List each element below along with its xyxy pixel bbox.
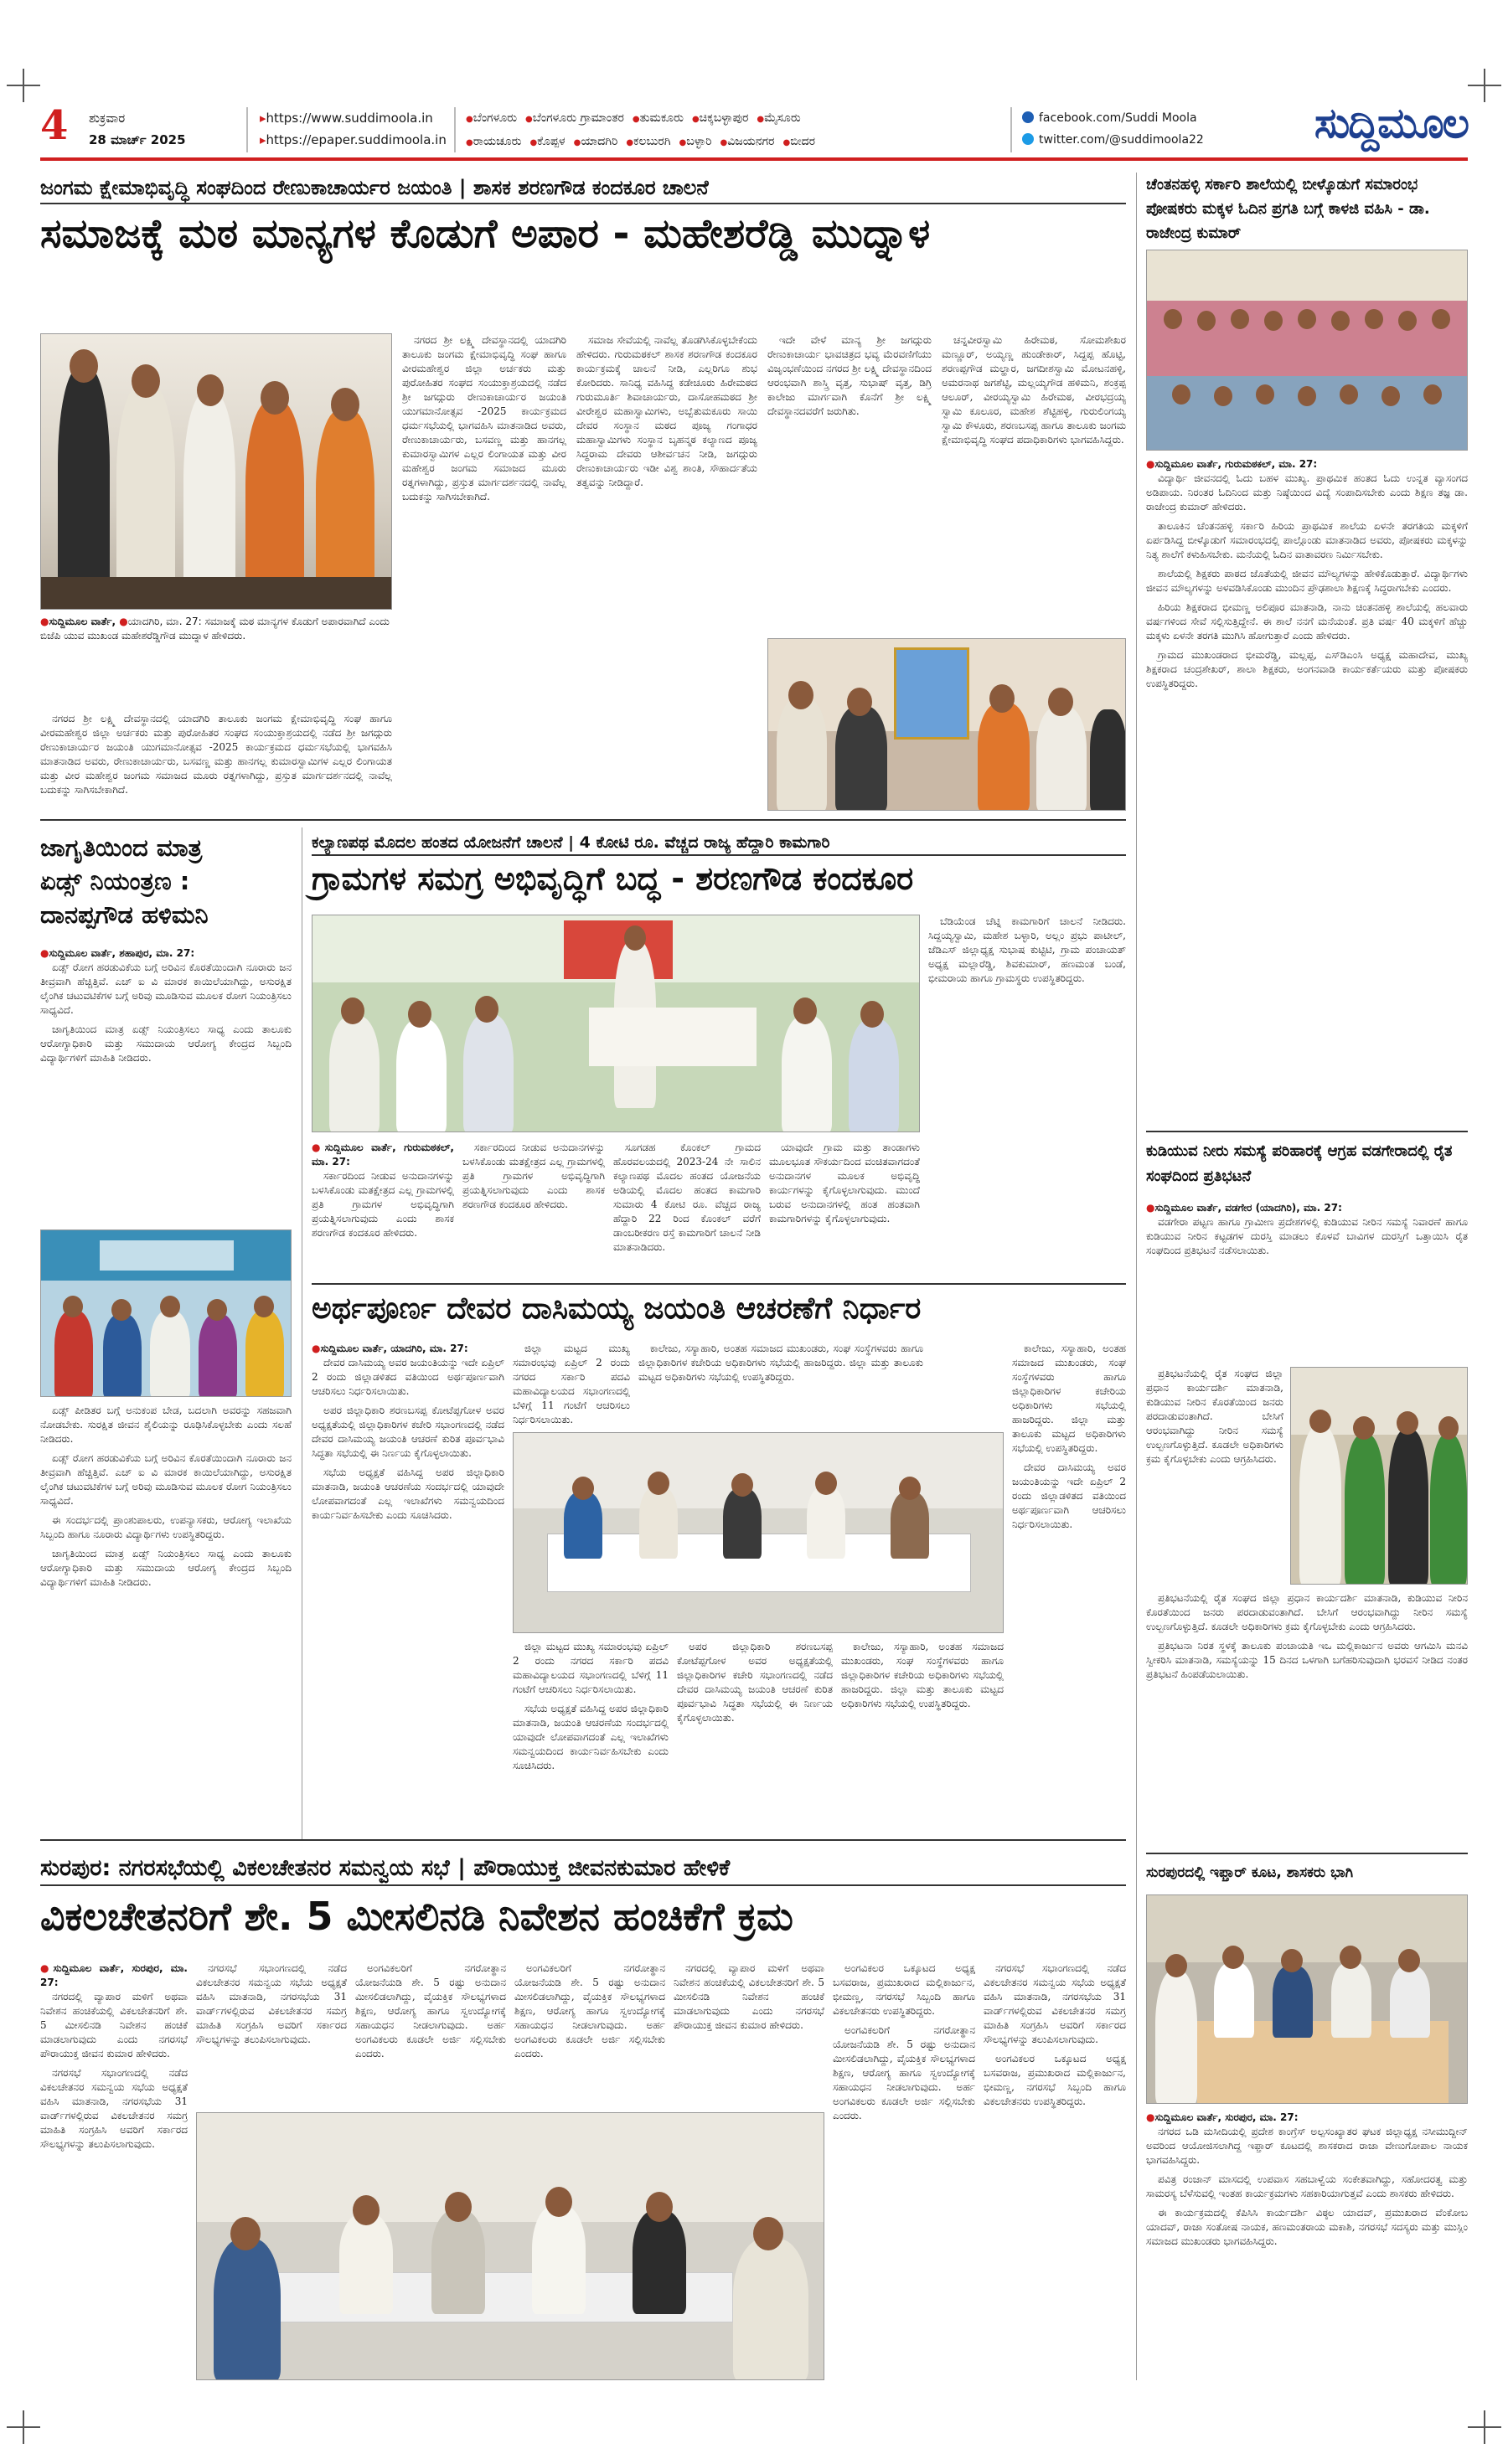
rule	[1146, 1853, 1468, 1854]
story1-caption-source: ● ಸುದ್ದಿಮೂಲ ವಾರ್ತೆ,	[40, 616, 116, 627]
crop-mark-bottom-left	[7, 2410, 40, 2444]
story4-body-col1: ● ಸುದ್ದಿಮೂಲ ವಾರ್ತೆ, ಯಾದಗಿರಿ, ಮಾ. 27: ದೇವರ ದಾಸಿಮಯ್ಯ ಅವರ ಜಯಂತಿಯನ್ನು ಇದೇ ಏಪ್ರಿಲ್ 2 ರಂದು ಜಿಲ್ಲಾಡಳಿತದ ವತಿಯಿಂದ ಅರ್ಥಪೂರ್ಣವಾಗಿ ಆಚರಿಸಲು ನಿರ್ಧರಿಸಲಾಯಿತು. ಅಪರ ಜಿಲ್ಲಾಧಿಕಾರಿ ಶರಣಬಸಪ್ಪ ಕೋಟೆಪ್ಪಗೋಳ ಅವರ ಅಧ್ಯಕ್ಷತೆಯಲ್ಲಿ ಜಿಲ್ಲಾಧಿಕಾರಿಗಳ ಕಚೇರಿ ಸಭಾಂಗಣದಲ್ಲಿ ನಡೆದ ದೇವರ ದಾಸಿಮಯ್ಯ ಜಯಂತಿ ಆಚರಣೆ ಕುರಿತ ಪೂರ್ವಭಾವಿ ಸಿದ್ಧತಾ ಸಭೆಯಲ್ಲಿ ಈ ನಿರ್ಣಯ ಕೈಗೊಳ್ಳಲಾಯಿತು. ಸಭೆಯ ಅಧ್ಯಕ್ಷತೆ ವಹಿಸಿದ್ದ ಅಪರ ಜಿಲ್ಲಾಧಿಕಾರಿ ಮಾತನಾಡಿ, ಜಯಂತಿ ಆಚರಣೆಯ ಸಂದರ್ಭದಲ್ಲಿ ಯಾವುದೇ ಲೋಪವಾಗದಂತೆ ಎಲ್ಲ ಇಲಾಖೆಗಳು ಸಮನ್ವಯದಿಂದ ಕಾರ್ಯನಿರ್ವಹಿಸಬೇಕು ಎಂದು ಸೂಚಿಸಿದರು.	[312, 1342, 504, 1827]
issue-date	[89, 107, 186, 151]
right3-body: ● ಸುದ್ದಿಮೂಲ ವಾರ್ತೆ, ಸುರಪುರ, ಮಾ. 27: ನಗರದ ಒಡಿ ಮಸೀದಿಯಲ್ಲಿ ಪ್ರದೇಶ ಕಾಂಗ್ರೆಸ್ ಅಲ್ಪಸಂಖ್ಯಾತರ ಘಟಕ ಜಿಲ್ಲಾಧ್ಯಕ್ಷ ನಸೀಮುದ್ದೀನ್ ಅವರಿಂದ ಆಯೋಜಿಸಲಾಗಿದ್ದ ಇಫ್ತಾರ್ ಕೂಟದಲ್ಲಿ ಶಾಸಕರಾದ ರಾಜಾ ವೇಣುಗೋಪಾಲ ನಾಯಕ ಭಾಗವಹಿಸಿದ್ದರು. ಪವಿತ್ರ ರಂಜಾನ್ ಮಾಸದಲ್ಲಿ ಉಪವಾಸ ಸಹಬಾಳ್ವೆಯ ಸಂಕೇತವಾಗಿದ್ದು, ಸಹೋದರತ್ವ ಮತ್ತು ಸಾಮರಸ್ಯ ಬೆಳೆಸುವಲ್ಲಿ ಇಂತಹ ಕಾರ್ಯಕ್ರಮಗಳು ಸಹಕಾರಿಯಾಗುತ್ತವೆ ಎಂದು ಶಾಸಕರು ಹೇಳಿದರು. ಈ ಕಾರ್ಯಕ್ರಮದಲ್ಲಿ ಕೆಪಿಸಿಸಿ ಕಾರ್ಯದರ್ಶಿ ವಿಠ್ಠಲ ಯಾದವ್, ಪ್ರಮುಖರಾದ ವೆಂಕೋಬ ಯಾದವ್, ರಾಜಾ ಸಂತೋಷ ನಾಯಕ, ಹಣಮಂತರಾಯ ಮಕಾಶಿ, ನಗರಸಭೆ ಸದಸ್ಯರು ಮತ್ತು ಮುಸ್ಲಿಂ ಸಮಾಜದ ಮುಖಂಡರು ಭಾಗವಹಿಸಿದ್ದರು.	[1146, 2111, 1468, 2380]
masthead-divider	[454, 107, 456, 152]
rule	[40, 1839, 1126, 1841]
city-item: ● ಕಲಬುರಗಿ	[626, 135, 670, 148]
site-links	[260, 107, 447, 151]
city-item: ● ಬೆಂಗಳೂರು	[466, 111, 517, 125]
story1-kicker: ಜಂಗಮ ಕ್ಷೇಮಾಭಿವೃದ್ಧಿ ಸಂಘದಿಂದ ರೇಣುಕಾಚಾರ್ಯರ ಜಯಂತಿ | ಶಾಸಕ ಶರಣಗೌಡ ಕಂದಕೂರ ಚಾಲನೆ	[40, 173, 1126, 204]
social-links	[1022, 107, 1204, 151]
right3-headline: ಸುರಪುರದಲ್ಲಿ ಇಫ್ತಾರ್ ಕೂಟ, ಶಾಸಕರು ಭಾಗಿ	[1146, 1864, 1354, 1881]
story3-body-col1: ● ಸುದ್ದಿಮೂಲ ವಾರ್ತೆ, ಗುರುಮಠಕಲ್, ಮಾ. 27: ಸರ್ಕಾರದಿಂದ ನೀಡುವ ಅನುದಾನಗಳನ್ನು ಬಳಸಿಕೊಂಡು ಮತಕ್ಷೇತ್ರದ ಎಲ್ಲ ಗ್ರಾಮಗಳಲ್ಲಿ ಪ್ರತಿ ಗ್ರಾಮಗಳ ಅಭಿವೃದ್ಧಿಗಾಗಿ ಪ್ರಯತ್ನಿಸಲಾಗುವುದು ಎಂದು ಶಾಸಕ ಶರಣಗೌಡ ಕಂದಕೂರ ಹೇಳಿದರು.	[312, 1141, 454, 1275]
story5-body-col6: ಅಂಗವಿಕಲರ ಒಕ್ಕೂಟದ ಅಧ್ಯಕ್ಷ ಬಸವರಾಜ, ಪ್ರಮುಖರಾದ ಮಲ್ಲಿಕಾರ್ಜುನ, ಭೀಮಣ್ಣ, ನಗರಸಭೆ ಸಿಬ್ಬಂದಿ ಹಾಗೂ ವಿಕಲಚೇತನರು ಉಪಸ್ಥಿತರಿದ್ದರು. ಅಂಗವಿಕಲರಿಗೆ ನಗರೋತ್ಥಾನ ಯೋಜನೆಯಡಿ ಶೇ. 5 ರಷ್ಟು ಅನುದಾನ ಮೀಸಲಿಡಲಾಗಿದ್ದು, ವೈಯಕ್ತಿಕ ಸೌಲಭ್ಯಗಳಾದ ಶಿಕ್ಷಣ, ಆರೋಗ್ಯ ಹಾಗೂ ಸ್ವಉದ್ಯೋಗಕ್ಕೆ ಸಹಾಯಧನ ನೀಡಲಾಗುವುದು. ಅರ್ಹ ಅಂಗವಿಕಲರು ಕೂಡಲೇ ಅರ್ಜಿ ಸಲ್ಲಿಸಬೇಕು ಎಂದರು.	[833, 1962, 975, 2121]
city-row-2	[466, 131, 1002, 154]
story5-body-col5: ನಗರದಲ್ಲಿ ವ್ಯಾಪಾರ ಮಳಿಗೆ ಅಥವಾ ನಿವೇಶನ ಹಂಚಿಕೆಯಲ್ಲಿ ವಿಕಲಚೇತನರಿಗೆ ಶೇ. 5 ಮೀಸಲಿನಡಿ ನಿವೇಶನ ಹಂಚಿಕೆ ಮಾಡಲಾಗುವುದು ಎಂದು ನಗರಸಭೆ ಪೌರಾಯುಕ್ತ ಜೀವನ ಕುಮಾರ ಹೇಳಿದರು.	[674, 1962, 824, 2031]
masthead-divider	[1010, 107, 1012, 152]
rule	[1146, 1131, 1468, 1132]
story2-photo	[40, 1229, 292, 1397]
city-item: ● ಕೊಪ್ಪಳ	[529, 135, 565, 148]
twitter-link[interactable]: twitter.com/@suddimoola22	[1022, 129, 1204, 151]
story4-body-col5: ಅಪರ ಜಿಲ್ಲಾಧಿಕಾರಿ ಶರಣಬಸಪ್ಪ ಕೋಟೆಪ್ಪಗೋಳ ಅವರ ಅಧ್ಯಕ್ಷತೆಯಲ್ಲಿ ಜಿಲ್ಲಾಧಿಕಾರಿಗಳ ಕಚೇರಿ ಸಭಾಂಗಣದಲ್ಲಿ ನಡೆದ ದೇವರ ದಾಸಿಮಯ್ಯ ಜಯಂತಿ ಆಚರಣೆ ಕುರಿತ ಪೂರ್ವಭಾವಿ ಸಿದ್ಧತಾ ಸಭೆಯಲ್ಲಿ ಈ ನಿರ್ಣಯ ಕೈಗೊಳ್ಳಲಾಯಿತು.	[677, 1641, 833, 1724]
city-item: ● ಬಳ್ಳಾರಿ	[679, 135, 712, 148]
story5-kicker: ಸುರಪುರ: ನಗರಸಭೆಯಲ್ಲಿ ವಿಕಲಚೇತನರ ಸಮನ್ವಯ ಸಭೆ | ಪೌರಾಯುಕ್ತ ಜೀವನಕುಮಾರ ಹೇಳಿಕೆ	[40, 1853, 1126, 1886]
city-item: ● ವಿಜಯನಗರ	[720, 135, 775, 148]
story4-body-col2: ಜಿಲ್ಲಾ ಮಟ್ಟದ ಮುಖ್ಯ ಸಮಾರಂಭವು ಏಪ್ರಿಲ್ 2 ರಂದು ನಗರದ ಸರ್ಕಾರಿ ಪದವಿ ಮಹಾವಿದ್ಯಾಲಯದ ಸಭಾಂಗಣದಲ್ಲಿ ಬೆಳಿಗ್ಗೆ 11 ಗಂಟೆಗೆ ಆಚರಿಸಲು ನಿರ್ಧರಿಸಲಾಯಿತು.	[513, 1343, 630, 1425]
right1-headline: ಚೆಂತನಹಳ್ಳಿ ಸರ್ಕಾರಿ ಶಾಲೆಯಲ್ಲಿ ಬೀಳ್ಕೊಡುಗೆ ಸಮಾರಂಭ ಪೋಷಕರು ಮಕ್ಕಳ ಓದಿನ ಪ್ರಗತಿ ಬಗ್ಗೆ ಕಾಳಜಿ ವಹಿಸಿ - ಡಾ. ರಾಜೇಂದ್ರ ಕುಮಾರ್	[1146, 176, 1430, 242]
story4-body-col4: ಜಿಲ್ಲಾ ಮಟ್ಟದ ಮುಖ್ಯ ಸಮಾರಂಭವು ಏಪ್ರಿಲ್ 2 ರಂದು ನಗರದ ಸರ್ಕಾರಿ ಪದವಿ ಮಹಾವಿದ್ಯಾಲಯದ ಸಭಾಂಗಣದಲ್ಲಿ ಬೆಳಿಗ್ಗೆ 11 ಗಂಟೆಗೆ ಆಚರಿಸಲು ನಿರ್ಧರಿಸಲಾಯಿತು. ಸಭೆಯ ಅಧ್ಯಕ್ಷತೆ ವಹಿಸಿದ್ದ ಅಪರ ಜಿಲ್ಲಾಧಿಕಾರಿ ಮಾತನಾಡಿ, ಜಯಂತಿ ಆಚರಣೆಯ ಸಂದರ್ಭದಲ್ಲಿ ಯಾವುದೇ ಲೋಪವಾಗದಂತೆ ಎಲ್ಲ ಇಲಾಖೆಗಳು ಸಮನ್ವಯದಿಂದ ಕಾರ್ಯನಿರ್ವಹಿಸಬೇಕು ಎಂದು ಸೂಚಿಸಿದರು.	[513, 1641, 669, 1771]
rule	[312, 1283, 1126, 1285]
city-item: ● ಚಿಕ್ಕಬಳ್ಳಾಪುರ	[692, 111, 748, 125]
newspaper-logo: ಸುದ್ದಿಮೂಲ	[1314, 99, 1468, 147]
story1-body-col4: ಇದೇ ವೇಳೆ ಮಾನ್ಯ ಶ್ರೀ ಜಗದ್ಗುರು ರೇಣುಕಾಚಾರ್ಯ ಭಾವಚಿತ್ರದ ಭವ್ಯ ಮೆರವಣಿಗೆಯು ವಿಜೃಂಭಣೆಯಿಂದ ನಗರದ ಶ್ರೀ ಲಕ್ಷ್ಮಿ ದೇವಸ್ಥಾನದಿಂದ ಆರಂಭವಾಗಿ ಶಾಸ್ತ್ರಿ ವೃತ್ತ, ಸುಭಾಷ್ ವೃತ್ತ, ಡಿಗ್ರಿ ಕಾಲೇಜು ಮಾರ್ಗವಾಗಿ ಕೊನೆಗೆ ಶ್ರೀ ಲಕ್ಷ್ಮಿ ದೇವಸ್ಥಾನದವರೆಗೆ ಜರುಗಿತು.	[767, 334, 932, 417]
city-item: ● ಯಾದಗಿರಿ	[574, 135, 618, 148]
story4-body-col6: ಕಾಲೇಜು, ಸಸ್ಯಾಹಾರಿ, ಅಂತಹ ಸಮಾಜದ ಮುಖಂಡರು, ಸಂಘ ಸಂಸ್ಥೆಗಳವರು ಹಾಗೂ ಜಿಲ್ಲಾಧಿಕಾರಿಗಳ ಕಚೇರಿಯ ಅಧಿಕಾರಿಗಳು ಸಭೆಯಲ್ಲಿ ಹಾಜರಿದ್ದರು. ಜಿಲ್ಲಾ ಮತ್ತು ತಾಲೂಕು ಮಟ್ಟದ ಅಧಿಕಾರಿಗಳು ಸಭೆಯಲ್ಲಿ ಉಪಸ್ಥಿತರಿದ್ದರು.	[841, 1641, 1004, 1709]
story1-body-col5: ಚನ್ನವೀರಸ್ವಾಮಿ ಹಿರೇಮಠ, ಸೋಮಶೇಖರ ಮಣ್ಣೂರ್, ಅಯ್ಯಣ್ಣ ಹುಂಡೇಕಾರ್, ಸಿದ್ದಪ್ಪ ಹೊಟ್ಟಿ, ಶರಣಪ್ಪಗೌಡ ಮಲ್ಹಾರ, ಜಗದೀಶಸ್ವಾಮಿ ಮೋಟನಹಳ್ಳಿ, ಅಮರನಾಥ ಜಗಶೆಟ್ಟಿ, ಮಲ್ಲಯ್ಯಗೌಡ ಹಳಿಮನಿ, ಶಂಕ್ರಪ್ಪ ಆಲೂರ್, ವೀರಯ್ಯಸ್ವಾಮಿ ಹಿರೇಮಠ, ವೀರಭದ್ರಯ್ಯ ಸ್ವಾಮಿ ಕೂಲೂರ, ಮಹೇಶ ಶೆಟ್ಟಿಹಳ್ಳಿ, ಗುರುಲಿಂಗಯ್ಯ ಸ್ವಾಮಿ ಕೌಳೂರು, ಶರಣಬಸಪ್ಪ ಹಾಗೂ ತಾಲೂಕು ಜಂಗಮ ಕ್ಷೇಮಾಭಿವೃದ್ಧಿ ಸಂಘದ ಪದಾಧಿಕಾರಿಗಳು ಭಾಗವಹಿಸಿದ್ದರು.	[942, 334, 1126, 446]
right2-body-left: ಪ್ರತಿಭಟನೆಯಲ್ಲಿ ರೈತ ಸಂಘದ ಜಿಲ್ಲಾ ಪ್ರಧಾನ ಕಾರ್ಯದರ್ಶಿ ಮಾತನಾಡಿ, ಕುಡಿಯುವ ನೀರಿನ ಕೊರತೆಯಿಂದ ಜನರು ಪರದಾಡುವಂತಾಗಿದೆ. ಬೇಸಿಗೆ ಆರಂಭವಾಗಿದ್ದು ನೀರಿನ ಸಮಸ್ಯೆ ಉಲ್ಬಣಗೊಳ್ಳುತ್ತಿದೆ. ಕೂಡಲೇ ಅಧಿಕಾರಿಗಳು ಕ್ರಮ ಕೈಗೊಳ್ಳಬೇಕು ಎಂದು ಆಗ್ರಹಿಸಿದರು.	[1146, 1368, 1283, 1465]
story5-body-col3: ಅಂಗವಿಕಲರಿಗೆ ನಗರೋತ್ಥಾನ ಯೋಜನೆಯಡಿ ಶೇ. 5 ರಷ್ಟು ಅನುದಾನ ಮೀಸಲಿಡಲಾಗಿದ್ದು, ವೈಯಕ್ತಿಕ ಸೌಲಭ್ಯಗಳಾದ ಶಿಕ್ಷಣ, ಆರೋಗ್ಯ ಹಾಗೂ ಸ್ವಉದ್ಯೋಗಕ್ಕೆ ಸಹಾಯಧನ ನೀಡಲಾಗುವುದು. ಅರ್ಹ ಅಂಗವಿಕಲರು ಕೂಡಲೇ ಅರ್ಜಿ ಸಲ್ಲಿಸಬೇಕು ಎಂದರು.	[355, 1962, 506, 2059]
newspaper-page	[40, 99, 1468, 2380]
website-link[interactable]: ▸ https://www.suddimoola.in	[260, 107, 447, 129]
story3-body-col4: ಯಾವುದೇ ಗ್ರಾಮ ಮತ್ತು ತಾಂಡಾಗಳು ಮೂಲಭೂತ ಸೌಕರ್ಯದಿಂದ ವಂಚಿತವಾಗದಂತೆ ಅನುದಾನಗಳ ಮೂಲಕ ಅಭಿವೃದ್ಧಿ ಕಾರ್ಯಗಳನ್ನು ಕೈಗೊಳ್ಳಲಾಗುವುದು. ಮುಂದೆ ಬರುವ ಅನುದಾನಗಳಲ್ಲಿ ಹಂತ ಹಂತವಾಗಿ ಕಾಮಗಾರಿಗಳನ್ನು ಕೈಗೊಳ್ಳಲಾಗುವುದು.	[769, 1142, 920, 1224]
story3-body-col3: ಸೂಗಡಹ ಕೊಂಕಲ್ ಗ್ರಾಮದ ಹೊರವಲಯದಲ್ಲಿ 2023-24 ನೇ ಸಾಲಿನ ಕಲ್ಯಾಣಪಥ ಮೊದಲ ಹಂತದ ಯೋಜನೆಯ ಅಡಿಯಲ್ಲಿ ಮೊದಲ ಹಂತದ ಕಾಮಗಾರಿ ಸುಮಾರು 4 ಕೋಟಿ ರೂ. ವೆಚ್ಚದ ರಾಜ್ಯ ಹೆದ್ದಾರಿ 22 ರಿಂದ ಕೊಂಕಲ್ ವರೆಗೆ ಡಾಂಬರೀಕರಣ ರಸ್ತೆ ಕಾಮಗಾರಿಗೆ ಚಾಲನೆ ನೀಡಿ ಮಾತನಾಡಿದರು.	[613, 1142, 761, 1253]
story1-caption	[40, 615, 392, 707]
right3-photo	[1146, 1894, 1468, 2104]
story1-photo	[40, 333, 392, 610]
right2-body-top: ● ಸುದ್ದಿಮೂಲ ವಾರ್ತೆ, ವಡಗೇರ (ಯಾದಗಿರಿ), ಮಾ. 27: ವಡಗೇರಾ ಪಟ್ಟಣ ಹಾಗೂ ಗ್ರಾಮೀಣ ಪ್ರದೇಶಗಳಲ್ಲಿ ಕುಡಿಯುವ ನೀರಿನ ಸಮಸ್ಯೆ ನಿವಾರಣೆ ಹಾಗೂ ಕುಡಿಯುವ ನೀರಿನ ಕಟ್ಟಡಗಳ ದುರಸ್ತಿ ಮಾಡಲು ಕೊಳವೆ ಬಾವಿಗಳ ದುರಸ್ತಿಗೆ ಒತ್ತಾಯಿಸಿ ರೈತ ಸಂಘದಿಂದ ಪ್ರತಿಭಟನೆ ನಡೆಸಲಾಯಿತು.	[1146, 1201, 1468, 1360]
crop-mark-bottom-right	[1468, 2410, 1501, 2444]
column-rule	[1136, 173, 1137, 2380]
story5-body-col4: ಅಂಗವಿಕಲರಿಗೆ ನಗರೋತ್ಥಾನ ಯೋಜನೆಯಡಿ ಶೇ. 5 ರಷ್ಟು ಅನುದಾನ ಮೀಸಲಿಡಲಾಗಿದ್ದು, ವೈಯಕ್ತಿಕ ಸೌಲಭ್ಯಗಳಾದ ಶಿಕ್ಷಣ, ಆರೋಗ್ಯ ಹಾಗೂ ಸ್ವಉದ್ಯೋಗಕ್ಕೆ ಸಹಾಯಧನ ನೀಡಲಾಗುವುದು. ಅರ್ಹ ಅಂಗವಿಕಲರು ಕೂಡಲೇ ಅರ್ಜಿ ಸಲ್ಲಿಸಬೇಕು ಎಂದರು.	[514, 1962, 665, 2059]
facebook-icon	[1022, 111, 1034, 123]
story4-headline: ಅರ್ಥಪೂರ್ಣ ದೇವರ ದಾಸಿಮಯ್ಯ ಜಯಂತಿ ಆಚರಣೆಗೆ ನಿರ್ಧಾರ	[312, 1291, 922, 1326]
masthead	[40, 99, 1468, 161]
story1-body-col3: ಸಮಾಜ ಸೇವೆಯಲ್ಲಿ ನಾವೆಲ್ಲ ತೊಡಗಿಸಿಕೊಳ್ಳಬೇಕೆಂದು ಹೇಳಿದರು. ಗುರುಮಠಕಲ್ ಶಾಸಕ ಶರಣಗೌಡ ಕಂದಕೂರ ಕಾರ್ಯಕ್ರಮಕ್ಕೆ ಚಾಲನೆ ನೀಡಿ, ಎಲ್ಲರಿಗೂ ಶುಭ ಕೋರಿದರು. ಸಾನಿಧ್ಯ ವಹಿಸಿದ್ದ ಕಡೇಚೂರು ಹಿರೇಮಠದ ಗುರುಮೂರ್ತಿ ಶಿವಾಚಾರ್ಯರು, ದಾಸೋಹಮಠದ ಶ್ರೀ ವೀರೇಶ್ವರ ಮಹಾಸ್ವಾಮಿಗಳು, ಅಬ್ಬೆತುಮಕೂರು ಸಾಯಿ ದೇವರ ಸಂಸ್ಥಾನ ಮಠದ ಪೂಜ್ಯ ಗಂಗಾಧರ ಮಹಾಸ್ವಾಮಿಗಳು ಸಂಸ್ಥಾನ ಬೃಹನ್ಮಠ ಕಲ್ಯಾಣದ ಪೂಜ್ಯ ಸಿದ್ಧರಾಮ ದೇವರು ಆಶೀರ್ವಚನ ನೀಡಿ, ಜಗದ್ಗುರು ರೇಣುಕಾಚಾರ್ಯರು ಇಡೀ ವಿಶ್ವ ಶಾಂತಿ, ಸೌಹಾರ್ದತೆಯ ತತ್ವವನ್ನು ನೀಡಿದ್ದಾರೆ.	[576, 334, 757, 488]
story1-body-col1a: ನಗರದ ಶ್ರೀ ಲಕ್ಷ್ಮಿ ದೇವಸ್ಥಾನದಲ್ಲಿ ಯಾದಗಿರಿ ತಾಲೂಕು ಜಂಗಮ ಕ್ಷೇಮಾಭಿವೃದ್ಧಿ ಸಂಘ ಹಾಗೂ ವೀರಮಹೇಶ್ವರ ಜಿಲ್ಲಾ ಅರ್ಚಕರು ಮತ್ತು ಪುರೋಹಿತರ ಸಂಘದ ಸಂಯುಕ್ತಾಶ್ರಯದಲ್ಲಿ ನಡೆದ ಶ್ರೀ ಜಗದ್ಗುರು ರೇಣುಕಾಚಾರ್ಯರ ಜಯಂತಿ ಯುಗಮಾನೋತ್ಸವ -2025 ಕಾರ್ಯಕ್ರಮದ ಧರ್ಮಸಭೆಯಲ್ಲಿ ಭಾಗವಹಿಸಿ ಮಾತನಾಡಿದ ಅವರು, ರೇಣುಕಾಚಾರ್ಯರು, ಬಸವಣ್ಣ ಮತ್ತು ಹಾನಗಲ್ಲ ಕುಮಾರಸ್ವಾಮಿಗಳ ಎಲ್ಲರ ಲಿಂಗಾಯತ ಮತ್ತು ವೀರ ಮಹೇಶ್ವರ ಜಂಗಮ ಸಮಾಜದ ಮೂರು ರತ್ನಗಳಾಗಿದ್ದು, ಪ್ರಸ್ತುತ ಮಾರ್ಗದರ್ಶನದಲ್ಲಿ ನಾವೆಲ್ಲ ಬದುಕನ್ನು ಸಾಗಿಸಬೇಕಾಗಿದೆ.	[40, 713, 392, 796]
story1-body-col2: ನಗರದ ಶ್ರೀ ಲಕ್ಷ್ಮಿ ದೇವಸ್ಥಾನದಲ್ಲಿ ಯಾದಗಿರಿ ತಾಲೂಕು ಜಂಗಮ ಕ್ಷೇಮಾಭಿವೃದ್ಧಿ ಸಂಘ ಹಾಗೂ ವೀರಮಹೇಶ್ವರ ಜಿಲ್ಲಾ ಅರ್ಚಕರು ಮತ್ತು ಪುರೋಹಿತರ ಸಂಘದ ಸಂಯುಕ್ತಾಶ್ರಯದಲ್ಲಿ ನಡೆದ ಶ್ರೀ ಜಗದ್ಗುರು ರೇಣುಕಾಚಾರ್ಯರ ಜಯಂತಿ ಯುಗಮಾನೋತ್ಸವ -2025 ಕಾರ್ಯಕ್ರಮದ ಧರ್ಮಸಭೆಯಲ್ಲಿ ಭಾಗವಹಿಸಿ ಮಾತನಾಡಿದ ಅವರು, ರೇಣುಕಾಚಾರ್ಯರು, ಬಸವಣ್ಣ ಮತ್ತು ಹಾನಗಲ್ಲ ಕುಮಾರಸ್ವಾಮಿಗಳ ಎಲ್ಲರ ಲಿಂಗಾಯತ ಮತ್ತು ವೀರ ಮಹೇಶ್ವರ ಜಂಗಮ ಸಮಾಜದ ಮೂರು ರತ್ನಗಳಾಗಿದ್ದು, ಪ್ರಸ್ತುತ ಮಾರ್ಗದರ್ಶನದಲ್ಲಿ ನಾವೆಲ್ಲ ಬದುಕನ್ನು ಸಾಗಿಸಬೇಕಾಗಿದೆ.	[402, 334, 566, 503]
story4-photo	[513, 1432, 1004, 1633]
right2-headline: ಕುಡಿಯುವ ನೀರು ಸಮಸ್ಯೆ ಪರಿಹಾರಕ್ಕೆ ಆಗ್ರಹ ವಡಗೇರಾದಲ್ಲಿ ರೈತ ಸಂಘದಿಂದ ಪ್ರತಿಭಟನೆ	[1146, 1142, 1453, 1185]
story5-body-col2: ನಗರಸಭೆ ಸಭಾಂಗಣದಲ್ಲಿ ನಡೆದ ವಿಕಲಚೇತನರ ಸಮನ್ವಯ ಸಭೆಯ ಅಧ್ಯಕ್ಷತೆ ವಹಿಸಿ ಮಾತನಾಡಿ, ನಗರಸಭೆಯ 31 ವಾರ್ಡ್‌ಗಳಲ್ಲಿರುವ ವಿಕಲಚೇತನರ ಸಮಗ್ರ ಮಾಹಿತಿ ಸಂಗ್ರಹಿಸಿ ಅವರಿಗೆ ಸರ್ಕಾರದ ಸೌಲಭ್ಯಗಳನ್ನು ತಲುಪಿಸಲಾಗುವುದು.	[196, 1962, 347, 2045]
story3-photo	[312, 915, 920, 1132]
right1-photo	[1146, 250, 1468, 451]
right2-photo	[1290, 1367, 1468, 1585]
story1-photo-procession	[767, 638, 1126, 811]
epaper-link[interactable]: ▸ https://epaper.suddimoola.in	[260, 129, 447, 151]
city-item: ● ಬೆಂಗಳೂರು ಗ್ರಾಮಾಂತರ	[525, 111, 624, 125]
right2-body-bottom: ಪ್ರತಿಭಟನೆಯಲ್ಲಿ ರೈತ ಸಂಘದ ಜಿಲ್ಲಾ ಪ್ರಧಾನ ಕಾರ್ಯದರ್ಶಿ ಮಾತನಾಡಿ, ಕುಡಿಯುವ ನೀರಿನ ಕೊರತೆಯಿಂದ ಜನರು ಪರದಾಡುವಂತಾಗಿದೆ. ಬೇಸಿಗೆ ಆರಂಭವಾಗಿದ್ದು ನೀರಿನ ಸಮಸ್ಯೆ ಉಲ್ಬಣಗೊಳ್ಳುತ್ತಿದೆ. ಕೂಡಲೇ ಅಧಿಕಾರಿಗಳು ಕ್ರಮ ಕೈಗೊಳ್ಳಬೇಕು ಎಂದು ಆಗ್ರಹಿಸಿದರು. ಪ್ರತಿಭಟನಾ ನಿರತ ಸ್ಥಳಕ್ಕೆ ತಾಲೂಕು ಪಂಚಾಯತಿ ಇಒ ಮಲ್ಲಿಕಾರ್ಜುನ ಅವರು ಆಗಮಿಸಿ ಮನವಿ ಸ್ವೀಕರಿಸಿ ಮಾತನಾಡಿ, ಸಮಸ್ಯೆಯನ್ನು 15 ದಿನದ ಒಳಗಾಗಿ ಬಗೆಹರಿಸುವುದಾಗಿ ಭರವಸೆ ನೀಡಿದ ನಂತರ ಪ್ರತಿಭಟನೆ ಹಿಂಪಡೆಯಲಾಯಿತು.	[1146, 1592, 1468, 1680]
city-row-1	[466, 107, 1002, 131]
city-item: ● ಮೈಸೂರು	[757, 111, 800, 125]
story3-body-right: ಬೆಡಿಯೆಂಡ ಚೆಟ್ನಿ ಕಾಮಗಾರಿಗೆ ಚಾಲನೆ ನೀಡಿದರು. ಸಿದ್ದಯ್ಯಸ್ವಾಮಿ, ಮಹೇಶ ಬಳ್ಳಾರಿ, ಅಲ್ಲಂ ಪ್ರಭು ಪಾಟೀಲ್, ಜೆಡಿಎಸ್ ಜಿಲ್ಲಾಧ್ಯಕ್ಷ ಸುಭಾಷ ಕುಟ್ಟಿಟಿ, ಗ್ರಾಮ ಪಂಚಾಯತ್ ಅಧ್ಯಕ್ಷ ಮಲ್ಲಾರೆಡ್ಡಿ, ಶಿವಕುಮಾರ್, ಹಣಮಂತ ಬಂಡೆ, ಭೀಮರಾಯ ಹಾಗೂ ಗ್ರಾಮಸ್ಥರು ಉಪಸ್ಥಿತರಿದ್ದರು.	[928, 915, 1126, 984]
right1-body: ● ಸುದ್ದಿಮೂಲ ವಾರ್ತೆ, ಗುರುಮಠಕಲ್, ಮಾ. 27: ವಿದ್ಯಾರ್ಥಿ ಜೀವನದಲ್ಲಿ ಓದು ಬಹಳ ಮುಖ್ಯ. ಪ್ರಾಥಮಿಕ ಹಂತದ ಓದು ಉನ್ನತ ವ್ಯಾಸಂಗದ ಅಡಿಪಾಯ. ನಿರಂತರ ಓದಿನಿಂದ ಮತ್ತು ನಿಷ್ಠೆಯಿಂದ ವಿದ್ಯೆ ಸಂಪಾದಿಸಬೇಕು ಎಂದು ಶಿಕ್ಷಣ ತಜ್ಞ ಡಾ. ರಾಜೇಂದ್ರ ಕುಮಾರ್ ಹೇಳಿದರು. ತಾಲೂಕಿನ ಚೆಂತನಹಳ್ಳಿ ಸರ್ಕಾರಿ ಹಿರಿಯ ಪ್ರಾಥಮಿಕ ಶಾಲೆಯ ಏಳನೇ ತರಗತಿಯ ಮಕ್ಕಳಿಗೆ ಏರ್ಪಡಿಸಿದ್ದ ಬೀಳ್ಕೊಡುಗೆ ಸಮಾರಂಭದಲ್ಲಿ ಪಾಲ್ಗೊಂಡು ಮಾತನಾಡಿದ ಅವರು, ಪೋಷಕರು ಮಕ್ಕಳನ್ನು ನಿತ್ಯ ಶಾಲೆಗೆ ಕಳುಹಿಸಬೇಕು. ಮನೆಯಲ್ಲಿ ಓದಿನ ವಾತಾವರಣ ನಿರ್ಮಿಸಬೇಕು. ಶಾಲೆಯಲ್ಲಿ ಶಿಕ್ಷಕರು ಪಾಠದ ಜೊತೆಯಲ್ಲಿ ಜೀವನ ಮೌಲ್ಯಗಳನ್ನು ಹೇಳಿಕೊಡುತ್ತಾರೆ. ವಿದ್ಯಾರ್ಥಿಗಳು ಜೀವನ ಮೌಲ್ಯಗಳನ್ನು ಅಳವಡಿಸಿಕೊಂಡು ಮುಂದಿನ ಪ್ರೌಢಶಾಲಾ ಶಿಕ್ಷಣಕ್ಕೆ ಸಿದ್ಧರಾಗಬೇಕು ಎಂದರು. ಹಿರಿಯ ಶಿಕ್ಷಕರಾದ ಭೀಮಣ್ಣ ಅಲಿಪೂರ ಮಾತನಾಡಿ, ನಾನು ಚಿಂತನಹಳ್ಳಿ ಶಾಲೆಯಲ್ಲಿ ಹಲವಾರು ವರ್ಷಗಳಿಂದ ಸೇವೆ ಸಲ್ಲಿಸುತ್ತಿದ್ದೇನೆ. ಈ ಶಾಲೆ ನನಗೆ ಮನೆಯಂತೆ. ಪ್ರತಿ ವರ್ಷ 40 ಮಕ್ಕಳಿಗೆ ಹೆಚ್ಚು ಮಕ್ಕಳು ಏಳನೇ ತರಗತಿ ಮುಗಿಸಿ ಹೋಗುತ್ತಾರೆ ಎಂದು ಹೇಳಿದರು. ಗ್ರಾಮದ ಮುಖಂಡರಾದ ಭೀಮರೆಡ್ಡಿ, ಮಲ್ಲಪ್ಪ, ಎಸ್‌ಡಿಎಂಸಿ ಅಧ್ಯಕ್ಷ ಮಹಾದೇವ, ಮುಖ್ಯ ಶಿಕ್ಷಕರಾದ ಚಂದ್ರಶೇಖರ್, ಶಾಲಾ ಶಿಕ್ಷಕರು, ಅಂಗನವಾಡಿ ಕಾರ್ಯಕರ್ತೆಯರು ಮತ್ತು ಪೋಷಕರು ಉಪಸ್ಥಿತರಿದ್ದರು.	[1146, 457, 1468, 1124]
city-item: ● ಬೀದರ	[782, 135, 815, 148]
story1-headline: ಸಮಾಜಕ್ಕೆ ಮಠ ಮಾನ್ಯಗಳ ಕೊಡುಗೆ ಅಪಾರ - ಮಹೇಶರೆಡ್ಡಿ ಮುದ್ನಾಳ	[40, 210, 931, 257]
story5-body-col7: ನಗರಸಭೆ ಸಭಾಂಗಣದಲ್ಲಿ ನಡೆದ ವಿಕಲಚೇತನರ ಸಮನ್ವಯ ಸಭೆಯ ಅಧ್ಯಕ್ಷತೆ ವಹಿಸಿ ಮಾತನಾಡಿ, ನಗರಸಭೆಯ 31 ವಾರ್ಡ್‌ಗಳಲ್ಲಿರುವ ವಿಕಲಚೇತನರ ಸಮಗ್ರ ಮಾಹಿತಿ ಸಂಗ್ರಹಿಸಿ ಅವರಿಗೆ ಸರ್ಕಾರದ ಸೌಲಭ್ಯಗಳನ್ನು ತಲುಪಿಸಲಾಗುವುದು. ಅಂಗವಿಕಲರ ಒಕ್ಕೂಟದ ಅಧ್ಯಕ್ಷ ಬಸವರಾಜ, ಪ್ರಮುಖರಾದ ಮಲ್ಲಿಕಾರ್ಜುನ, ಭೀಮಣ್ಣ, ನಗರಸಭೆ ಸಿಬ್ಬಂದಿ ಹಾಗೂ ವಿಕಲಚೇತನರು ಉಪಸ್ಥಿತರಿದ್ದರು.	[984, 1962, 1126, 2107]
story3-headline: ಗ್ರಾಮಗಳ ಸಮಗ್ರ ಅಭಿವೃದ್ಧಿಗೆ ಬದ್ಧ - ಶರಣಗೌಡ ಕಂದಕೂರ	[312, 860, 914, 897]
facebook-link[interactable]: facebook.com/Suddi Moola	[1022, 107, 1204, 129]
story5-body-col1: ● ಸುದ್ದಿಮೂಲ ವಾರ್ತೆ, ಸುರಪುರ, ಮಾ. 27: ನಗರದಲ್ಲಿ ವ್ಯಾಪಾರ ಮಳಿಗೆ ಅಥವಾ ನಿವೇಶನ ಹಂಚಿಕೆಯಲ್ಲಿ ವಿಕಲಚೇತನರಿಗೆ ಶೇ. 5 ಮೀಸಲಿನಡಿ ನಿವೇಶನ ಹಂಚಿಕೆ ಮಾಡಲಾಗುವುದು ಎಂದು ನಗರಸಭೆ ಪೌರಾಯುಕ್ತ ಜೀವನ ಕುಮಾರ ಹೇಳಿದರು. ನಗರಸಭೆ ಸಭಾಂಗಣದಲ್ಲಿ ನಡೆದ ವಿಕಲಚೇತನರ ಸಮನ್ವಯ ಸಭೆಯ ಅಧ್ಯಕ್ಷತೆ ವಹಿಸಿ ಮಾತನಾಡಿ, ನಗರಸಭೆಯ 31 ವಾರ್ಡ್‌ಗಳಲ್ಲಿರುವ ವಿಕಲಚೇತನರ ಸಮಗ್ರ ಮಾಹಿತಿ ಸಂಗ್ರಹಿಸಿ ಅವರಿಗೆ ಸರ್ಕಾರದ ಸೌಲಭ್ಯಗಳನ್ನು ತಲುಪಿಸಲಾಗುವುದು.	[40, 1961, 188, 2380]
crop-mark-top-left	[7, 69, 40, 102]
city-item: ● ರಾಯಚೂರು	[466, 135, 521, 148]
story1-caption-text: ● ಯಾದಗಿರಿ, ಮಾ. 27: ಸಮಾಜಕ್ಕೆ ಮಠ ಮಾನ್ಯಗಳ ಕೊಡುಗೆ ಅಪಾರವಾಗಿದೆ ಎಂದು ಬಿಜೆಪಿ ಯುವ ಮುಖಂಡ ಮಹೇಶರೆಡ್ಡಿಗೌಡ ಮುದ್ನಾಳ ಹೇಳಿದರು.	[40, 616, 390, 642]
crop-mark-top-right	[1468, 69, 1501, 102]
story4-body-col7: ಕಾಲೇಜು, ಸಸ್ಯಾಹಾರಿ, ಅಂತಹ ಸಮಾಜದ ಮುಖಂಡರು, ಸಂಘ ಸಂಸ್ಥೆಗಳವರು ಹಾಗೂ ಜಿಲ್ಲಾಧಿಕಾರಿಗಳ ಕಚೇರಿಯ ಅಧಿಕಾರಿಗಳು ಸಭೆಯಲ್ಲಿ ಹಾಜರಿದ್ದರು. ಜಿಲ್ಲಾ ಮತ್ತು ತಾಲೂಕು ಮಟ್ಟದ ಅಧಿಕಾರಿಗಳು ಸಭೆಯಲ್ಲಿ ಉಪಸ್ಥಿತರಿದ್ದರು. ದೇವರ ದಾಸಿಮಯ್ಯ ಅವರ ಜಯಂತಿಯನ್ನು ಇದೇ ಏಪ್ರಿಲ್ 2 ರಂದು ಜಿಲ್ಲಾಡಳಿತದ ವತಿಯಿಂದ ಅರ್ಥಪೂರ್ಣವಾಗಿ ಆಚರಿಸಲು ನಿರ್ಧರಿಸಲಾಯಿತು.	[1012, 1343, 1126, 1530]
issue-full-date: 28 ಮಾರ್ಚ್ 2025	[89, 132, 186, 147]
story5-photo	[196, 2112, 824, 2380]
issue-day: ಶುಕ್ರವಾರ	[89, 111, 126, 126]
city-item: ● ತುಮಕೂರು	[633, 111, 684, 125]
rule	[40, 819, 1126, 821]
twitter-icon	[1022, 133, 1034, 145]
story2-headline: ಜಾಗೃತಿಯಿಂದ ಮಾತ್ರ ಏಡ್ಸ್ ನಿಯಂತ್ರಣ : ದಾನಪ್ಪಗೌಡ ಹಳಿಮನಿ	[40, 833, 209, 929]
story3-body-col2: ಸರ್ಕಾರದಿಂದ ನೀಡುವ ಅನುದಾನಗಳನ್ನು ಬಳಸಿಕೊಂಡು ಮತಕ್ಷೇತ್ರದ ಎಲ್ಲ ಗ್ರಾಮಗಳಲ್ಲಿ ಪ್ರತಿ ಗ್ರಾಮಗಳ ಅಭಿವೃದ್ಧಿಗಾಗಿ ಪ್ರಯತ್ನಿಸಲಾಗುವುದು ಎಂದು ಶಾಸಕ ಶರಣಗೌಡ ಕಂದಕೂರ ಹೇಳಿದರು.	[462, 1142, 605, 1210]
story2-body-cont: ಏಡ್ಸ್ ಪೀಡಿತರ ಬಗ್ಗೆ ಅನುಕಂಪ ಬೇಡ, ಬದಲಾಗಿ ಅವರನ್ನು ಸಹಜವಾಗಿ ನೋಡಬೇಕು. ಸುರಕ್ಷಿತ ಜೀವನ ಶೈಲಿಯನ್ನು ರೂಢಿಸಿಕೊಳ್ಳಬೇಕು ಎಂದು ಸಲಹೆ ನೀಡಿದರು. ಏಡ್ಸ್ ರೋಗ ಹರಡುವಿಕೆಯ ಬಗ್ಗೆ ಅರಿವಿನ ಕೊರತೆಯಿಂದಾಗಿ ನೂರಾರು ಜನ ತೀವ್ರವಾಗಿ ಹೆಚ್ಚಿತ್ತಿವೆ. ಎಚ್ ಐ ವಿ ಮಾರಕ ಕಾಯಿಲೆಯಾಗಿದ್ದು, ಅಸುರಕ್ಷಿತ ಲೈಂಗಿಕ ಚಟುವಟಿಕೆಗಳ ಬಗ್ಗೆ ಅರಿವು ಮೂಡಿಸುವ ಮೂಲಕ ರೋಗ ನಿಯಂತ್ರಿಸಲು ಸಾಧ್ಯವಿದೆ. ಈ ಸಂದರ್ಭದಲ್ಲಿ ಪ್ರಾಂಶುಪಾಲರು, ಉಪನ್ಯಾಸಕರು, ಆರೋಗ್ಯ ಇಲಾಖೆಯ ಸಿಬ್ಬಂದಿ ಹಾಗೂ ನೂರಾರು ವಿದ್ಯಾರ್ಥಿಗಳು ಉಪಸ್ಥಿತರಿದ್ದರು. ಜಾಗೃತಿಯಿಂದ ಮಾತ್ರ ಏಡ್ಸ್ ನಿಯಂತ್ರಿಸಲು ಸಾಧ್ಯ ಎಂದು ತಾಲೂಕು ಆರೋಗ್ಯಾಧಿಕಾರಿ ಮತ್ತು ಸಮುದಾಯ ಆರೋಗ್ಯ ಕೇಂದ್ರದ ಸಿಬ್ಬಂದಿ ವಿದ್ಯಾರ್ಥಿಗಳಿಗೆ ಮಾಹಿತಿ ನೀಡಿದರು.	[40, 1405, 292, 1588]
city-editions	[466, 107, 1002, 154]
story4-body-col3: ಕಾಲೇಜು, ಸಸ್ಯಾಹಾರಿ, ಅಂತಹ ಸಮಾಜದ ಮುಖಂಡರು, ಸಂಘ ಸಂಸ್ಥೆಗಳವರು ಹಾಗೂ ಜಿಲ್ಲಾಧಿಕಾರಿಗಳ ಕಚೇರಿಯ ಅಧಿಕಾರಿಗಳು ಸಭೆಯಲ್ಲಿ ಹಾಜರಿದ್ದರು. ಜಿಲ್ಲಾ ಮತ್ತು ತಾಲೂಕು ಮಟ್ಟದ ಅಧಿಕಾರಿಗಳು ಸಭೆಯಲ್ಲಿ ಉಪಸ್ಥಿತರಿದ್ದರು.	[638, 1343, 923, 1383]
story3-kicker: ಕಲ್ಯಾಣಪಥ ಮೊದಲ ಹಂತದ ಯೋಜನೆಗೆ ಚಾಲನೆ | 4 ಕೋಟಿ ರೂ. ವೆಚ್ಚದ ರಾಜ್ಯ ಹೆದ್ದಾರಿ ಕಾಮಗಾರಿ	[312, 831, 1126, 856]
story2-body: ● ಸುದ್ದಿಮೂಲ ವಾರ್ತೆ, ಶಹಾಪುರ, ಮಾ. 27: ಏಡ್ಸ್ ರೋಗ ಹರಡುವಿಕೆಯ ಬಗ್ಗೆ ಅರಿವಿನ ಕೊರತೆಯಿಂದಾಗಿ ನೂರಾರು ಜನ ತೀವ್ರವಾಗಿ ಹೆಚ್ಚಿತ್ತಿವೆ. ಎಚ್ ಐ ವಿ ಮಾರಕ ಕಾಯಿಲೆಯಾಗಿದ್ದು, ಅಸುರಕ್ಷಿತ ಲೈಂಗಿಕ ಚಟುವಟಿಕೆಗಳ ಬಗ್ಗೆ ಅರಿವು ಮೂಡಿಸುವ ಮೂಲಕ ರೋಗ ನಿಯಂತ್ರಿಸಲು ಸಾಧ್ಯವಿದೆ. ಜಾಗೃತಿಯಿಂದ ಮಾತ್ರ ಏಡ್ಸ್ ನಿಯಂತ್ರಿಸಲು ಸಾಧ್ಯ ಎಂದು ತಾಲೂಕು ಆರೋಗ್ಯಾಧಿಕಾರಿ ಮತ್ತು ಸಮುದಾಯ ಆರೋಗ್ಯ ಕೇಂದ್ರದ ಸಿಬ್ಬಂದಿ ವಿದ್ಯಾರ್ಥಿಗಳಿಗೆ ಮಾಹಿತಿ ನೀಡಿದರು.	[40, 946, 292, 1223]
page-number: 4	[40, 102, 69, 149]
masthead-divider	[246, 107, 248, 152]
story5-headline: ವಿಕಲಚೇತನರಿಗೆ ಶೇ. 5 ಮೀಸಲಿನಡಿ ನಿವೇಶನ ಹಂಚಿಕೆಗೆ ಕ್ರಮ	[40, 1894, 793, 1939]
